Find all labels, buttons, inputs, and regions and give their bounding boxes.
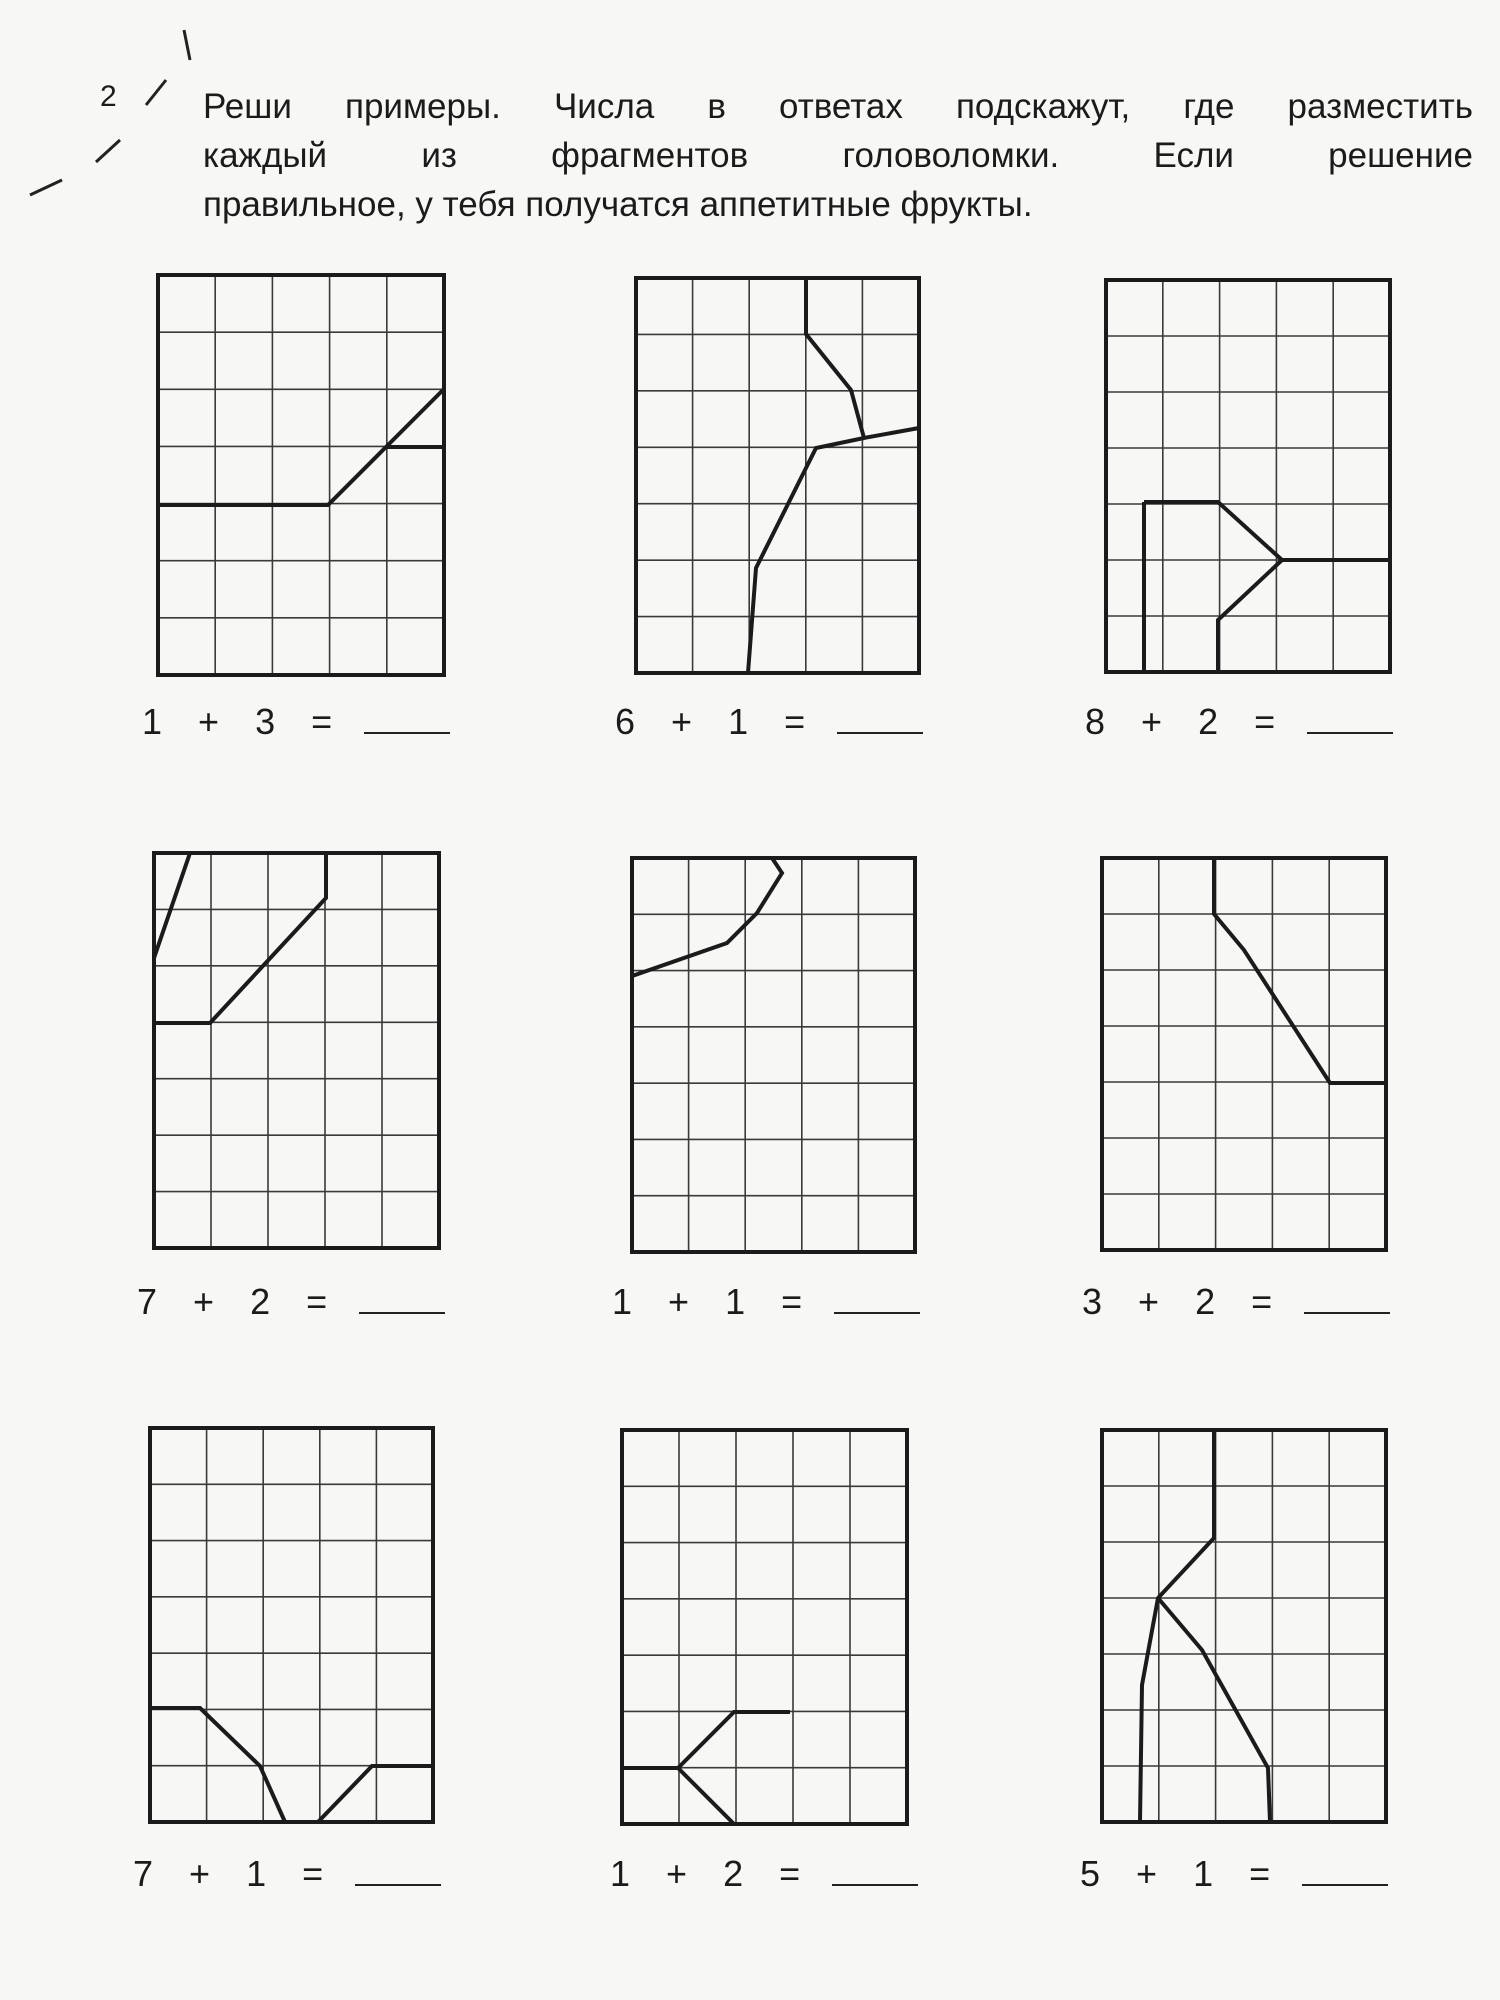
operand: 2 [723, 1853, 744, 1894]
grid-fragment [1106, 280, 1390, 672]
grid-border [632, 858, 915, 1252]
operand: 1 [728, 701, 749, 742]
equals-sign: = [302, 1853, 324, 1894]
equation-3 [1085, 698, 1393, 743]
puzzle-piece-3 [1106, 280, 1390, 672]
operator: + [666, 1853, 688, 1894]
operator: + [671, 701, 693, 742]
grid-fragment [1102, 858, 1386, 1250]
equation-9 [1080, 1850, 1388, 1895]
grid-lines [158, 275, 444, 675]
answer-blank[interactable] [359, 1278, 445, 1314]
grid-lines [1102, 1430, 1386, 1822]
grid-lines [1106, 280, 1390, 672]
puzzle-piece-1 [158, 275, 444, 675]
answer-blank[interactable] [364, 698, 450, 734]
instructions-line: правильное, у тебя получатся аппетитные фрукты. [203, 185, 1033, 224]
task-instructions [203, 82, 1473, 229]
puzzle-piece-4 [154, 853, 439, 1248]
answer-blank[interactable] [834, 1278, 920, 1314]
grid-fragment [158, 275, 444, 675]
operator: + [1141, 701, 1163, 742]
equals-sign: = [779, 1853, 801, 1894]
equation-7 [133, 1850, 441, 1895]
grid-border [154, 853, 439, 1248]
grid-lines [636, 278, 919, 673]
answer-blank[interactable] [832, 1850, 918, 1886]
equation-4 [137, 1278, 445, 1323]
equals-sign: = [311, 701, 333, 742]
grid-fragment [632, 858, 915, 1252]
operator: + [189, 1853, 211, 1894]
operand: 2 [1198, 701, 1219, 742]
grid-fragment [154, 853, 439, 1248]
operand: 6 [615, 701, 636, 742]
equation-5 [612, 1278, 920, 1323]
operand: 5 [1080, 1853, 1101, 1894]
grid-lines [154, 853, 439, 1248]
operand: 8 [1085, 701, 1106, 742]
equals-sign: = [1254, 701, 1276, 742]
operand: 3 [1082, 1281, 1103, 1322]
instructions-line: Реши примеры. Числа в ответах подскажут, где разместить [203, 87, 1473, 126]
operand: 1 [246, 1853, 267, 1894]
answer-blank[interactable] [355, 1850, 441, 1886]
operand: 3 [255, 701, 276, 742]
puzzle-piece-2 [636, 278, 919, 673]
answer-blank[interactable] [1307, 698, 1393, 734]
instructions-line: каждый из фрагментов головоломки. Если решение [203, 136, 1473, 175]
grid-border [1106, 280, 1390, 672]
puzzle-piece-7 [150, 1428, 433, 1822]
operator: + [1138, 1281, 1160, 1322]
answer-blank[interactable] [837, 698, 923, 734]
equation-8 [610, 1850, 918, 1895]
grid-fragment [150, 1428, 433, 1822]
operator: + [198, 701, 220, 742]
operand: 1 [142, 701, 163, 742]
grid-fragment [622, 1430, 907, 1824]
puzzle-piece-9 [1102, 1430, 1386, 1822]
answer-blank[interactable] [1302, 1850, 1388, 1886]
grid-fragment [1102, 1430, 1386, 1822]
operand: 2 [250, 1281, 271, 1322]
equals-sign: = [1249, 1853, 1271, 1894]
operand: 7 [137, 1281, 158, 1322]
equals-sign: = [784, 701, 806, 742]
task-number: 2 [100, 80, 117, 113]
equals-sign: = [306, 1281, 328, 1322]
operator: + [193, 1281, 215, 1322]
equation-6 [1082, 1278, 1390, 1323]
grid-lines [622, 1430, 907, 1824]
operand: 1 [612, 1281, 633, 1322]
equation-2 [615, 698, 923, 743]
grid-border [1102, 1430, 1386, 1822]
grid-fragment [636, 278, 919, 673]
grid-border [622, 1430, 907, 1824]
grid-border [636, 278, 919, 673]
operand: 2 [1195, 1281, 1216, 1322]
grid-lines [1102, 858, 1386, 1250]
equals-sign: = [1251, 1281, 1273, 1322]
equation-1 [142, 698, 450, 743]
grid-border [158, 275, 444, 675]
equals-sign: = [781, 1281, 803, 1322]
answer-blank[interactable] [1304, 1278, 1390, 1314]
grid-border [1102, 858, 1386, 1250]
operator: + [668, 1281, 690, 1322]
grid-lines [150, 1428, 433, 1822]
operand: 7 [133, 1853, 154, 1894]
grid-lines [632, 858, 915, 1252]
operand: 1 [610, 1853, 631, 1894]
operator: + [1136, 1853, 1158, 1894]
puzzle-piece-8 [622, 1430, 907, 1824]
puzzle-piece-5 [632, 858, 915, 1252]
operand: 1 [1193, 1853, 1214, 1894]
operand: 1 [725, 1281, 746, 1322]
puzzle-piece-6 [1102, 858, 1386, 1250]
grid-border [150, 1428, 433, 1822]
